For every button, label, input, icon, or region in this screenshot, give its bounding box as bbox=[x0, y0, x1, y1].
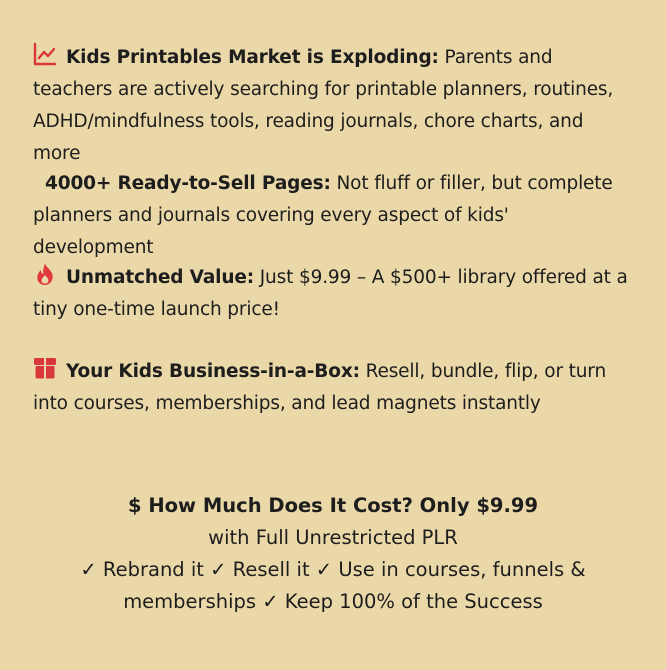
feature-market-exploding bbox=[33, 42, 633, 170]
feature-title: Kids Printables Market is Exploding: bbox=[66, 47, 439, 68]
feature-title: Unmatched Value: bbox=[66, 267, 255, 288]
benefits-list: ✓ Rebrand it ✓ Resell it ✓ Use in courses, funnels & memberships ✓ Keep 100% of the Success bbox=[80, 558, 586, 613]
feature-business-in-a-box bbox=[33, 356, 633, 420]
feature-text: Parents and teachers are actively searching for printable planners, routines, ADHD/mindfulness tools, reading journals, chore charts, and more bbox=[33, 47, 614, 164]
feature-unmatched-value bbox=[33, 262, 633, 326]
feature-title: 4000+ Ready-to-Sell Pages: bbox=[45, 173, 331, 194]
chart-line-icon bbox=[33, 42, 57, 66]
fire-icon bbox=[33, 262, 57, 286]
feature-text: Just $9.99 – A $500+ library offered at a tiny one-time launch price! bbox=[33, 267, 628, 320]
gift-box-icon bbox=[33, 356, 57, 380]
pricing-section bbox=[0, 490, 666, 618]
feature-ready-to-sell-pages bbox=[33, 168, 633, 264]
pricing-subline: with Full Unrestricted PLR bbox=[208, 526, 458, 549]
feature-text: Not fluff or filler, but complete planners and journals covering every aspect of kids' development bbox=[33, 173, 613, 258]
feature-title: Your Kids Business-in-a-Box: bbox=[66, 361, 360, 382]
feature-text: Resell, bundle, flip, or turn into courses, memberships, and lead magnets instantly bbox=[33, 361, 607, 414]
pricing-headline: $ How Much Does It Cost? Only $9.99 bbox=[127, 494, 539, 517]
